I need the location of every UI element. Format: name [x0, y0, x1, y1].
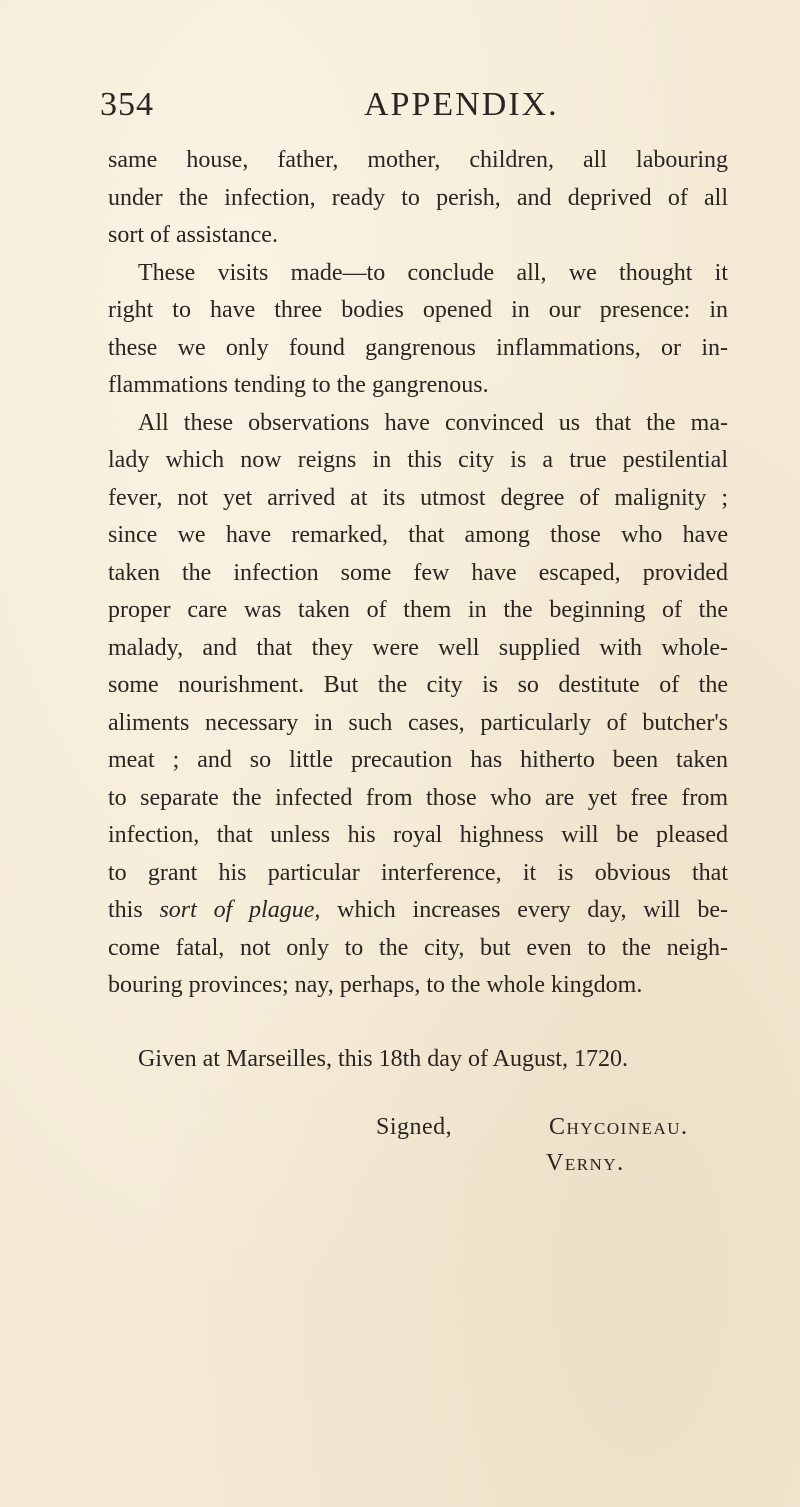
text-line: infection, that unless his royal highness will be pleased [108, 822, 728, 848]
page-header [100, 86, 720, 136]
text-line: malady, and that they were well supplied with whole- [108, 634, 728, 661]
text-line: fever, not yet arrived at its utmost degree of malignity ; [108, 484, 728, 511]
text-line: aliments necessary in such cases, particularly of butcher's [108, 709, 728, 736]
text-line: flammations tending to the gangrenous. [108, 372, 489, 398]
text-line: under the infection, ready to perish, and deprived of all [108, 184, 728, 211]
running-head: APPENDIX. [364, 86, 559, 123]
text-line: taken the infection some few have escaped, provided [108, 559, 728, 586]
text-line: to grant his particular interference, it is obvious that [108, 859, 728, 886]
signed-label: Signed, [376, 1114, 453, 1140]
text-line-mixed [108, 892, 728, 930]
text-line: All these observations have convinced us that the ma- [138, 409, 728, 436]
text-line: right to have three bodies opened in our presence: in [108, 297, 728, 323]
text-line: since we have remarked, that among those who have [108, 522, 728, 548]
text-line: lady which now reigns in this city is a true pestilential [108, 447, 728, 473]
text-line: bouring provinces; nay, perhaps, to the whole kingdom. [108, 972, 643, 998]
line-prefix: this [108, 897, 143, 923]
page-number: 354 [100, 86, 154, 123]
text-line: meat ; and so little precaution has hitherto been taken [108, 747, 728, 773]
text-line: these we only found gangrenous inflammations, or in- [108, 334, 728, 361]
text-line: proper care was taken of them in the beginning of the [108, 597, 728, 623]
signatory-name: Verny. [546, 1150, 625, 1176]
text-line: sort of assistance. [108, 222, 278, 248]
line-rest: which increases every day, will be- [337, 897, 728, 923]
body-text [108, 142, 728, 1005]
text-line: some nourishment. But the city is so destitute of the [108, 672, 728, 698]
italic-phrase: sort of plague, [159, 897, 321, 923]
dateline: Given at Marseilles, this 18th day of August, 1720. [138, 1046, 628, 1072]
text-line: come fatal, not only to the city, but even to the neigh- [108, 934, 728, 961]
text-line: to separate the infected from those who are yet free from [108, 784, 728, 811]
signatory-name: Chycoineau. [549, 1114, 689, 1140]
text-line: same house, father, mother, children, all labouring [108, 147, 728, 173]
text-line: These visits made—to conclude all, we thought it [138, 259, 728, 286]
